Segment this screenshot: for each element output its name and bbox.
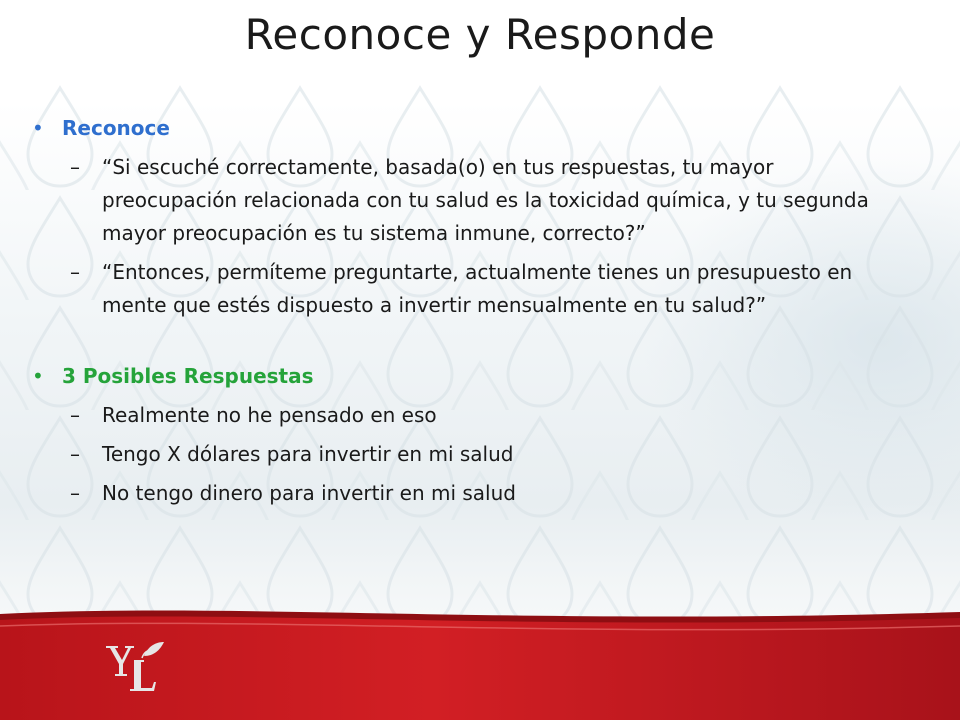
dash-marker: – [70, 155, 80, 179]
dash-marker: – [70, 481, 80, 505]
bullet-icon: • [32, 364, 44, 388]
section-posibles-respuestas [32, 360, 892, 393]
dash-marker: – [70, 260, 80, 284]
slide-body [32, 112, 892, 510]
list-item [70, 256, 892, 322]
bullet-icon: • [32, 116, 44, 140]
section-reconoce [32, 112, 892, 145]
section-heading-respuestas: 3 Posibles Respuestas [62, 364, 314, 388]
list-item-text: “Entonces, permíteme preguntarte, actualmente tienes un presupuesto en mente que estés dispuesto a invertir mensualmente en tu salud?” [102, 260, 853, 317]
list-item-text: Realmente no he pensado en eso [102, 403, 437, 427]
section-heading-reconoce: Reconoce [62, 116, 170, 140]
list-item [70, 399, 892, 432]
slide-title: Reconoce y Responde [244, 10, 716, 59]
list-item-text: “Si escuché correctamente, basada(o) en tus respuestas, tu mayor preocupación relacionada con tu salud es la toxicidad química, y tu segunda mayor preocupación es tu sistema inmune, correcto?” [102, 155, 869, 245]
young-living-logo [98, 640, 168, 698]
dash-marker: – [70, 442, 80, 466]
dash-marker: – [70, 403, 80, 427]
section-spacer [32, 322, 892, 360]
list-item [70, 151, 892, 250]
list-item-text: Tengo X dólares para invertir en mi salud [102, 442, 514, 466]
list-item [70, 438, 892, 471]
list-item-text: No tengo dinero para invertir en mi salud [102, 481, 516, 505]
list-item [70, 477, 892, 510]
